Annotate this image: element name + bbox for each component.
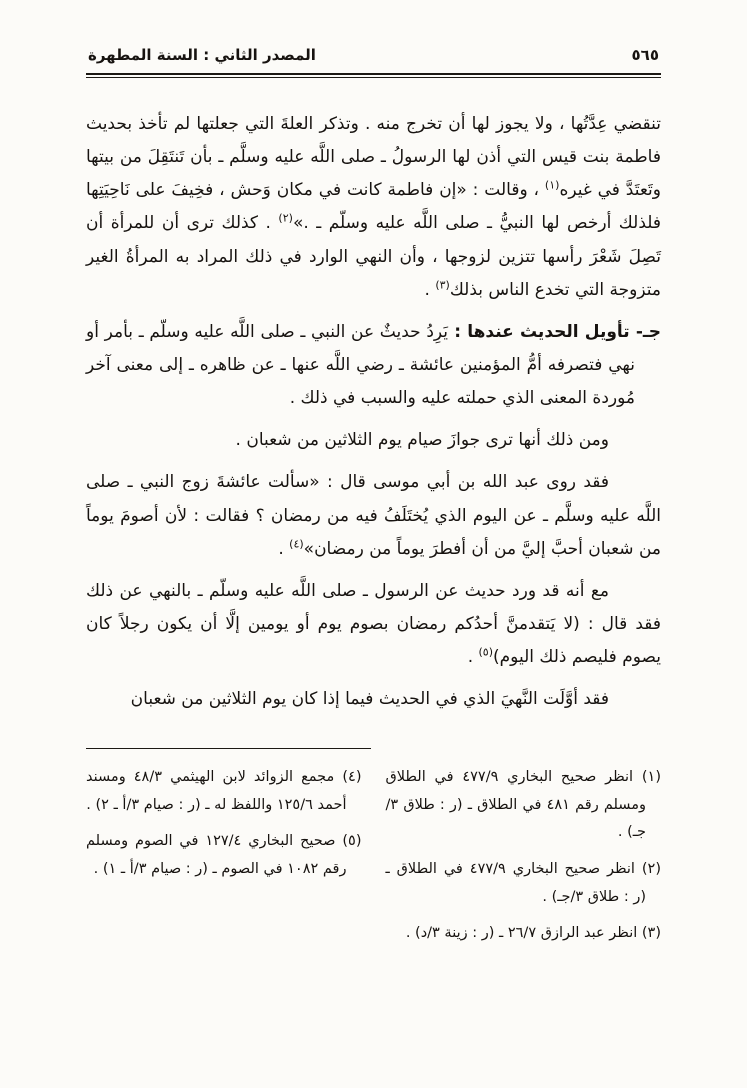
paragraph-text: مع أنه قد ورد حديث عن الرسول ـ صلى اللَّه عليه وسلّم ـ بالنهي عن ذلك فقد قال : (لا يَتقدمنَّ أحدُكم رمضان بصوم يوم أو يومين إلَّا أن يكون رجلاً كان يصوم فليصم ذلك اليوم)$^{(٥)}$ .	[86, 580, 661, 668]
footnotes-right-column	[386, 764, 662, 956]
running-head-title: المصدر الثاني : السنة المطهرة	[88, 46, 316, 64]
paragraph-text: فقد روى عبد الله بن أبي موسى قال : «سألت عائشةَ زوج النبي ـ صلى اللَّه عليه وسلَّم ـ عن اليوم الذي يُختَلَفُ فيه من رمضان ؟ فقالت : لأن أصومَ يوماً من شعبان أحبَّ إليَّ من أن أفطرَ يوماً من رمضان»$^{(٤)}$ .	[86, 472, 661, 559]
paragraph-lead-bold: جـ- تأويل الحديث عندها :	[448, 321, 661, 342]
footnote-2: (٢) انظر صحيح البخاري ٤٧٧/٩ في الطلاق ـ (ر : طلاق ٣/جـ) .	[385, 861, 661, 905]
page-number: ٥٦٥	[631, 46, 659, 64]
footnotes-section	[86, 748, 661, 956]
paragraph-text: فقد أوَّلَت النَّهيَ الذي في الحديث فيما إذا كان يوم الثلاثين من شعبان	[130, 689, 609, 710]
paragraph-text: يَرِدُ حديثٌ عن النبي ـ صلى اللَّه عليه وسلّم ـ بأمر أو نهي فتصرفه أمُّ المؤمنين عائشة ـ رضي اللَّه عنها ـ عن ظاهره ـ إلى معنى آخر مُوردة المعنى الذي حملته عليه والسبب في ذلك .	[86, 321, 635, 409]
page-header	[86, 46, 661, 73]
footnote-1: (١) انظر صحيح البخاري ٤٧٧/٩ في الطلاق ومسلم رقم ٤٨١ في الطلاق ـ (ر : طلاق ٣/جـ) .	[385, 769, 661, 841]
footnotes-left-column	[86, 764, 362, 956]
paragraph-hadith-prohibition	[86, 575, 661, 674]
paragraph-text: ومن ذلك أنها ترى جوازَ صيام يوم الثلاثين من شعبان .	[235, 430, 609, 451]
footnote-5: (٥) صحيح البخاري ١٢٧/٤ في الصوم ومسلم رقم ١٠٨٢ في الصوم ـ (ر : صيام ٣/أ ـ ١) .	[86, 833, 362, 878]
footnote-3: (٣) انظر عبد الرازق ٢٦/٧ ـ (ر : زينة ٣/د) .	[405, 925, 661, 942]
footnote-columns	[86, 764, 661, 956]
body-text	[86, 78, 661, 716]
paragraph-tawil-heading	[86, 316, 661, 415]
paragraph-closing	[86, 683, 661, 716]
paragraph-hadith-aisha	[86, 466, 661, 565]
paragraph	[86, 424, 661, 457]
footnote-separator-rule	[86, 748, 371, 749]
paragraph-text: تنقضي عِدَّتُها ، ولا يجوز لها أن تخرج منه . وتذكر العلةَ التي جعلتها لم تأخذ بحديث فاطمة بنت قيس التي أذن لها الرسولُ ـ صلى اللَّه عليه وسلَّم ـ بأن تَنتَقِلَ من بيتها وتَعتَدَّ في غيره$^{(١)}$ ، وقالت : «إن فاطمة كانت في مكان وَحش ، فخِيفَ على نَاحِيَتِها فلذلك أرخص لها النبيُّ ـ صلى اللَّه عليه وسلّم ـ .»$^{(٢)}$ . كذلك ترى أن للمرأة أن تَصِلَ شَعْرَ رأسها تتزين لزوجها ، وأن النهي الوارد في ذلك المراد به المرأةُ الغير متزوجة التي تخدع الناس بذلك$^{(٣)}$ .	[86, 114, 661, 300]
footnote-4: (٤) مجمع الزوائد لابن الهيثمي ٤٨/٣ ومسند أحمد ١٢٥/٦ واللفظ له ـ (ر : صيام ٣/أ ـ ٢) .	[86, 769, 362, 813]
paragraph-continuation	[86, 108, 661, 307]
